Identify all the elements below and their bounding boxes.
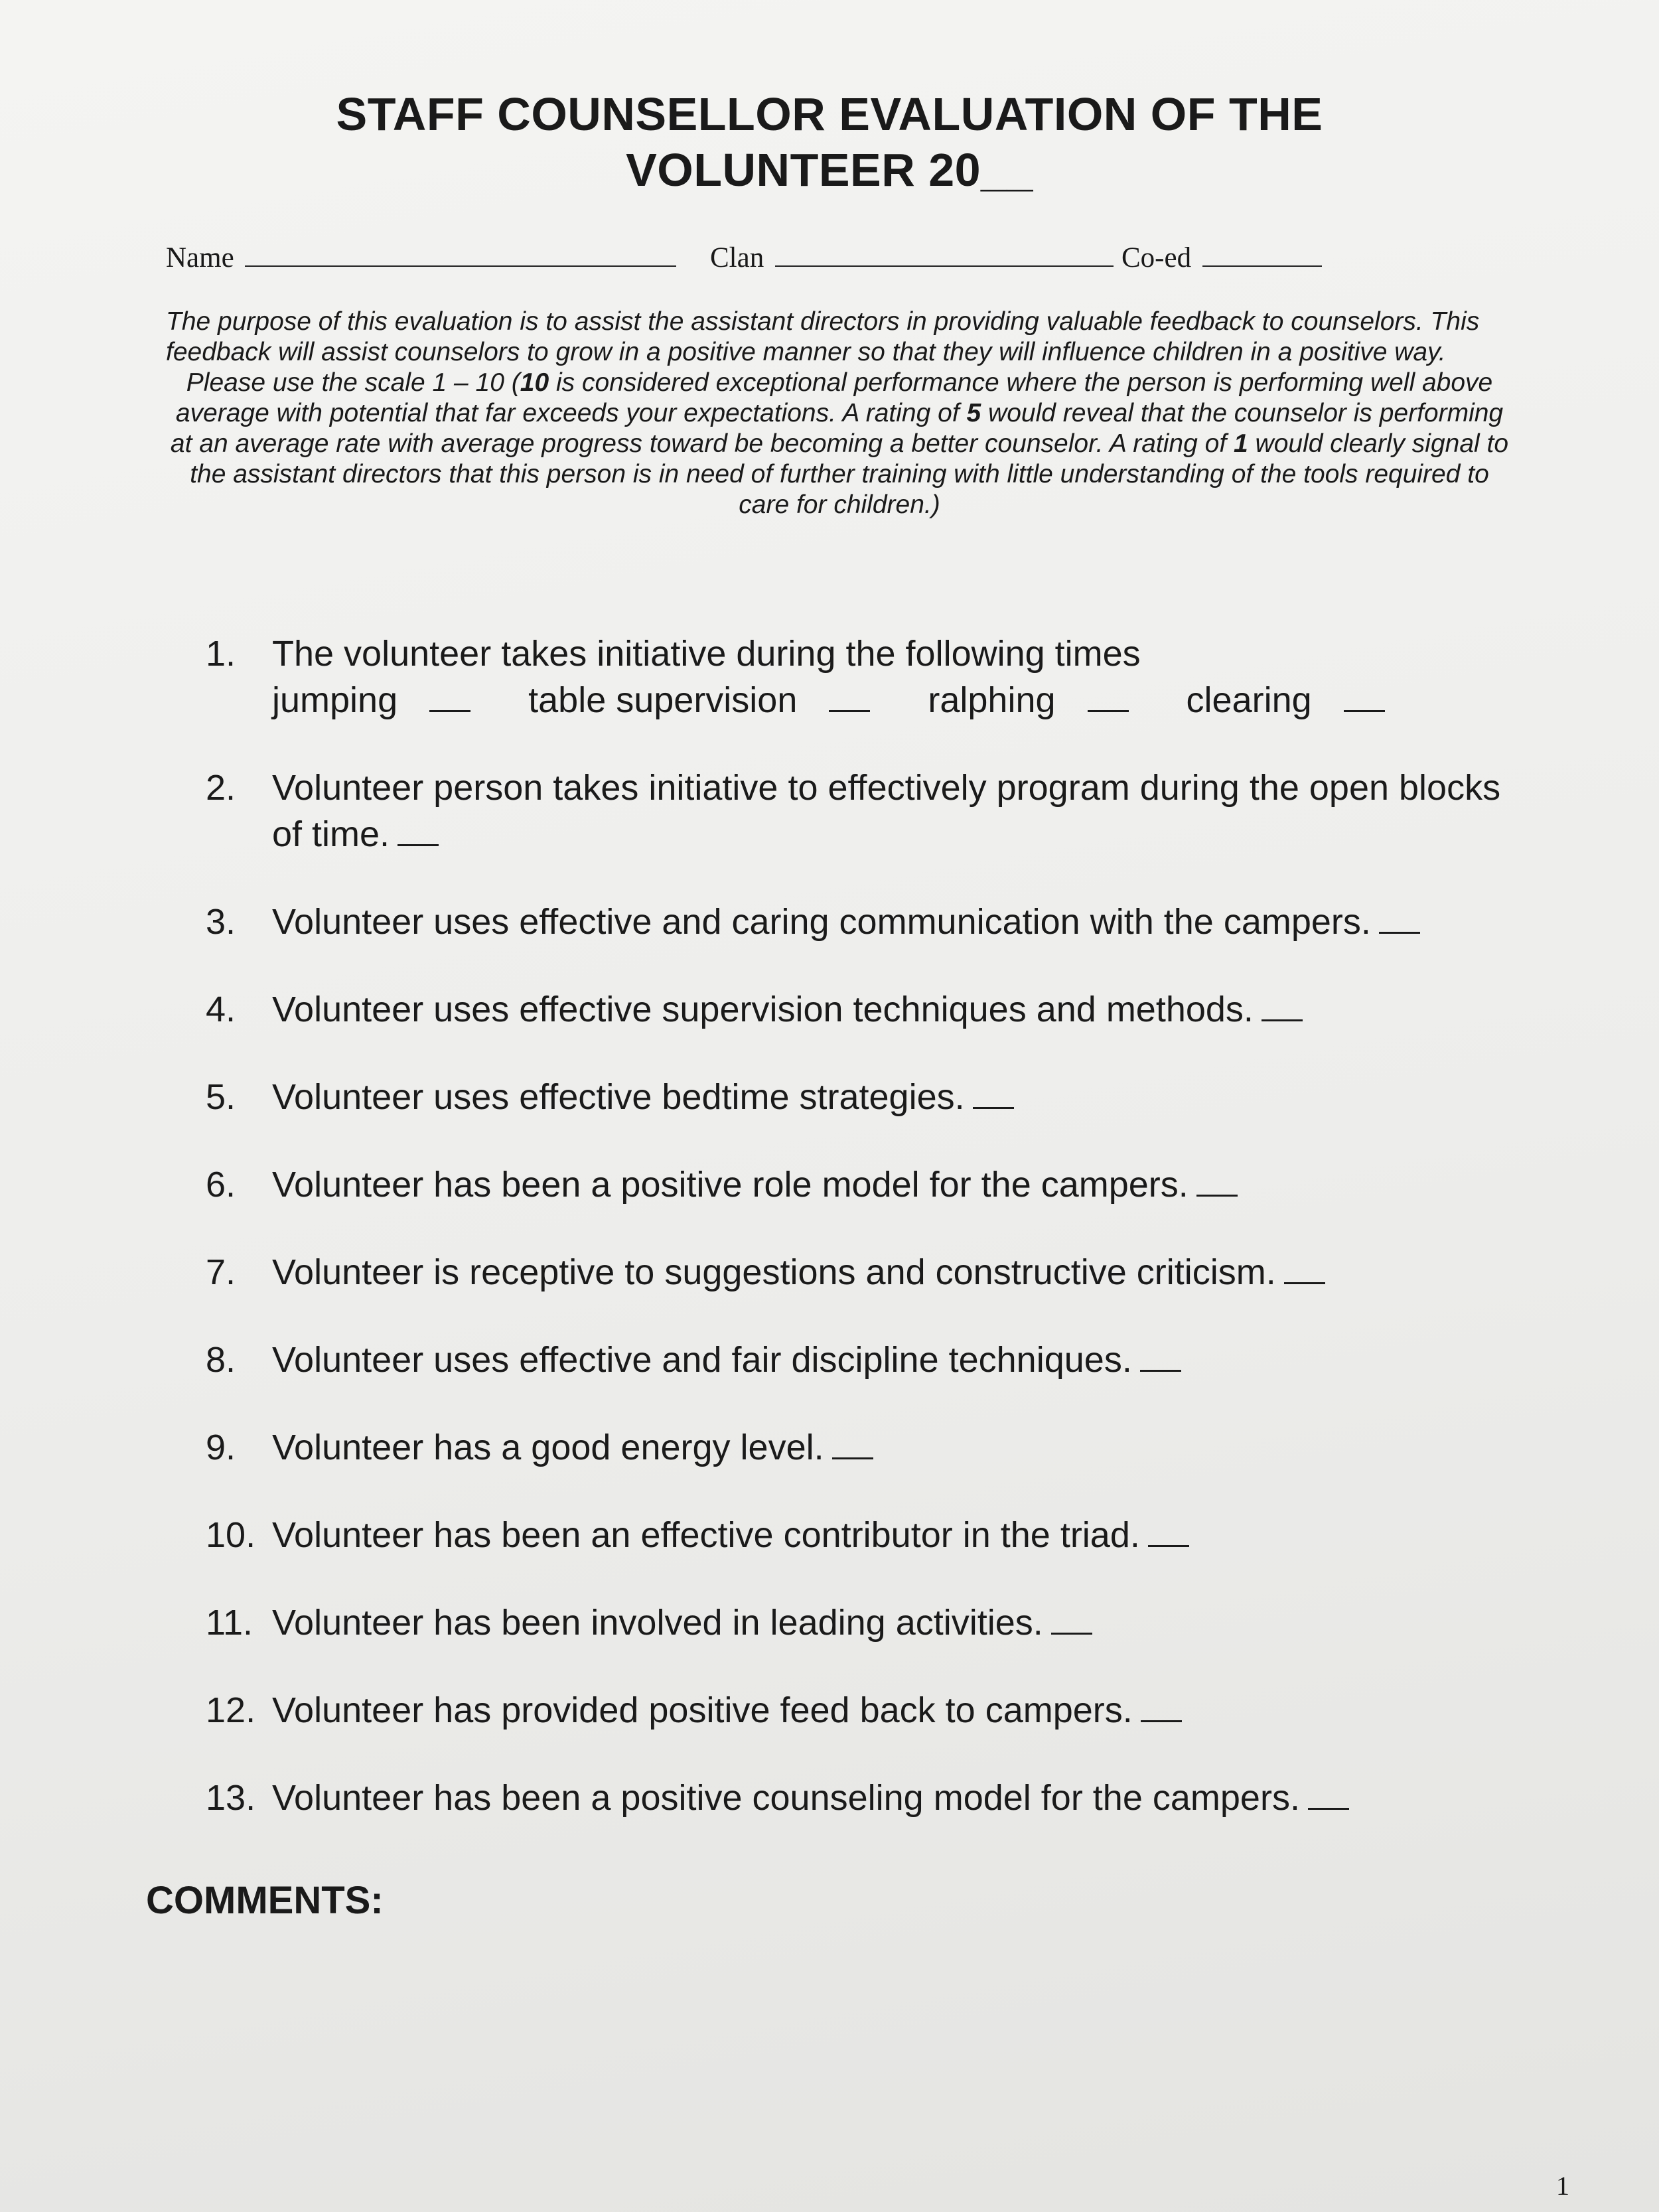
- time-option: ralphing: [928, 680, 1152, 720]
- item-text: Volunteer has provided positive feed back to campers.: [272, 1690, 1133, 1730]
- scale-text-a: Please use the scale 1 – 10 (: [186, 368, 520, 397]
- item-text: Volunteer uses effective and fair discipline techniques.: [272, 1340, 1132, 1380]
- item-text: Volunteer has been a positive role model for the campers.: [272, 1165, 1189, 1205]
- item-text: Volunteer is receptive to suggestions and constructive criticism.: [272, 1252, 1276, 1292]
- name-field[interactable]: [166, 240, 676, 274]
- rating-blank[interactable]: [1308, 1806, 1349, 1810]
- item-text: Volunteer has been involved in leading activities.: [272, 1603, 1043, 1643]
- item-number: 10.: [206, 1515, 256, 1555]
- rating-blank[interactable]: [397, 843, 439, 846]
- time-option: clearing: [1187, 680, 1409, 720]
- coed-field[interactable]: [1121, 240, 1322, 274]
- rating-blank[interactable]: [973, 1106, 1014, 1109]
- item-text: Volunteer has a good energy level.: [272, 1428, 824, 1467]
- scale-text-b: is considered exceptional performance where the person is performing well above average with potential that far exceeds your expectations. A rating of: [175, 368, 1493, 427]
- page-number: 1: [1556, 2171, 1569, 2201]
- rating-blank[interactable]: [1379, 930, 1420, 934]
- rating-blank[interactable]: [1148, 1544, 1189, 1547]
- rating-blank[interactable]: [1262, 1018, 1303, 1021]
- purpose-paragraph: The purpose of this evaluation is to assist the assistant directors in providing valuable feedback to counselors. This feedback will assist counselors to grow in a positive manner so that they will influence children in a positive way.: [166, 307, 1480, 366]
- scale-text-c: would reveal that the counselor is performing at an average rate with average progress toward be becoming a better counselor. A rating of: [170, 399, 1504, 458]
- item-text: Volunteer has been a positive counseling model for the campers.: [272, 1778, 1300, 1818]
- item-number: 2.: [206, 768, 236, 808]
- list-item: [206, 1337, 1533, 1383]
- rating-blank[interactable]: [829, 709, 870, 712]
- comments-label: COMMENTS:: [146, 1879, 384, 1922]
- list-item: [206, 1424, 1533, 1471]
- scale-1: 1: [1234, 429, 1248, 458]
- list-item: [206, 630, 1533, 723]
- scale-paragraph: [166, 368, 1513, 520]
- item-number: 4.: [206, 990, 236, 1029]
- rating-blank[interactable]: [1284, 1281, 1325, 1284]
- item-text: Volunteer uses effective and caring communication with the campers.: [272, 902, 1371, 942]
- name-blank[interactable]: [245, 240, 676, 267]
- scale-text-d: would clearly signal to the assistant directors that this person is in need of further training with little understanding of the tools required to care for children.): [190, 429, 1509, 519]
- list-item: [206, 1599, 1533, 1646]
- list-item: [206, 765, 1533, 857]
- rating-blank[interactable]: [832, 1456, 873, 1459]
- list-item: [206, 1775, 1533, 1821]
- list-item: [206, 899, 1533, 945]
- rating-blank[interactable]: [1141, 1719, 1182, 1722]
- evaluation-items: [206, 630, 1533, 1862]
- time-option: table supervision: [528, 680, 894, 720]
- list-item: [206, 1687, 1533, 1733]
- list-item: [206, 1161, 1533, 1208]
- item-text: Volunteer uses effective bedtime strategies.: [272, 1077, 965, 1117]
- item-number: 11.: [206, 1603, 253, 1643]
- form-title: [0, 86, 1659, 198]
- coed-label: Co-ed: [1121, 242, 1192, 273]
- clan-blank[interactable]: [775, 240, 1114, 267]
- clan-field[interactable]: [710, 240, 1114, 274]
- list-item: [206, 1512, 1533, 1558]
- clan-label: Clan: [710, 242, 764, 273]
- title-line-1: STAFF COUNSELLOR EVALUATION OF THE: [336, 88, 1323, 140]
- item-text: The volunteer takes initiative during the following times: [272, 634, 1141, 674]
- item-number: 7.: [206, 1252, 236, 1292]
- title-line-2: VOLUNTEER 20__: [626, 144, 1033, 196]
- rating-blank[interactable]: [1088, 709, 1129, 712]
- rating-blank[interactable]: [1344, 709, 1385, 712]
- item-number: 6.: [206, 1165, 236, 1205]
- rating-blank[interactable]: [1196, 1193, 1238, 1197]
- header-fields: [166, 240, 1360, 280]
- item-number: 8.: [206, 1340, 236, 1380]
- item-number: 5.: [206, 1077, 236, 1117]
- instructions: [166, 307, 1513, 520]
- list-item: [206, 1074, 1533, 1120]
- item-text: Volunteer uses effective supervision techniques and methods.: [272, 990, 1254, 1029]
- item-number: 1.: [206, 634, 236, 674]
- initiative-times: [272, 677, 1533, 723]
- list-item: [206, 1249, 1533, 1295]
- scale-10: 10: [520, 368, 549, 397]
- coed-blank[interactable]: [1202, 240, 1322, 267]
- rating-blank[interactable]: [1051, 1631, 1092, 1635]
- list-item: [206, 986, 1533, 1033]
- item-number: 9.: [206, 1428, 236, 1467]
- item-number: 12.: [206, 1690, 256, 1730]
- item-number: 13.: [206, 1778, 256, 1818]
- item-number: 3.: [206, 902, 236, 942]
- item-text: Volunteer person takes initiative to effectively program during the open blocks of time.: [272, 768, 1501, 854]
- item-text: Volunteer has been an effective contributor in the triad.: [272, 1515, 1140, 1555]
- scale-5: 5: [966, 399, 981, 427]
- rating-blank[interactable]: [429, 709, 470, 712]
- rating-blank[interactable]: [1140, 1368, 1181, 1372]
- name-label: Name: [166, 242, 234, 273]
- time-option: jumping: [272, 680, 494, 720]
